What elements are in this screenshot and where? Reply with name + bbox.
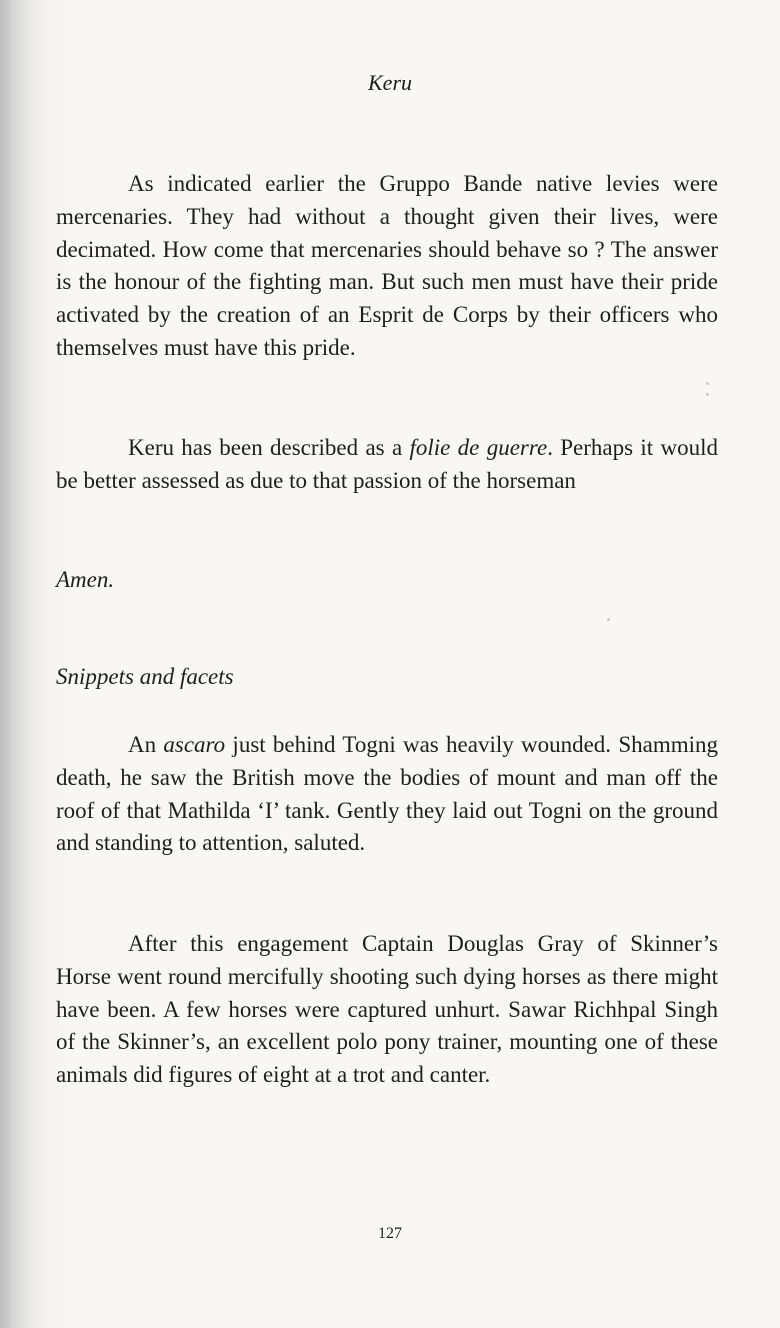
paragraph-folie-de-guerre — [56, 432, 718, 498]
paragraph-mercenaries: As indicated earlier the Gruppo Bande native levies were mercenaries. They had without a thought given their lives, were decimated. How come that mercenaries should behave so ? The answer is the honour of the fighting man. But such men must have their pride activated by the creation of an Esprit de Corps by their officers who themselves must have this pride. — [56, 171, 718, 360]
paragraph-text-end: . Perhaps it would be better assessed as due to that passion of the horseman — [56, 435, 718, 493]
scan-speck — [607, 618, 610, 621]
italic-term-ascaro: ascaro — [163, 732, 226, 757]
scan-speck — [706, 382, 709, 385]
scan-speck — [706, 393, 709, 396]
snippet-ascaro — [56, 729, 718, 860]
italic-term-folie-de-guerre: folie de guerre — [409, 435, 548, 460]
page-number: 127 — [378, 1225, 402, 1242]
section-heading: Snippets and facets — [56, 664, 234, 689]
amen-line: Amen. — [56, 567, 115, 592]
running-head: Keru — [368, 70, 412, 95]
snippet-text-start: An — [128, 732, 164, 757]
snippet-text-end: just behind Togni was heavily wounded. Shamming death, he saw the British move the bodies of mount and man off the roof of that Mathilda ‘I’ tank. Gently they laid out Togni on the ground and standing to attention, saluted. — [56, 732, 718, 856]
paragraph-text-start: Keru has been described as a — [128, 435, 410, 460]
snippet-douglas-gray: After this engagement Captain Douglas Gray of Skinner’s Horse went round mercifully shooting such dying horses as there might have been. A few horses were captured unhurt. Sawar Richhpal Singh of the Skinner’s, an excellent polo pony trainer, mounting one of these animals did figures of eight at a trot and canter. — [56, 931, 718, 1088]
